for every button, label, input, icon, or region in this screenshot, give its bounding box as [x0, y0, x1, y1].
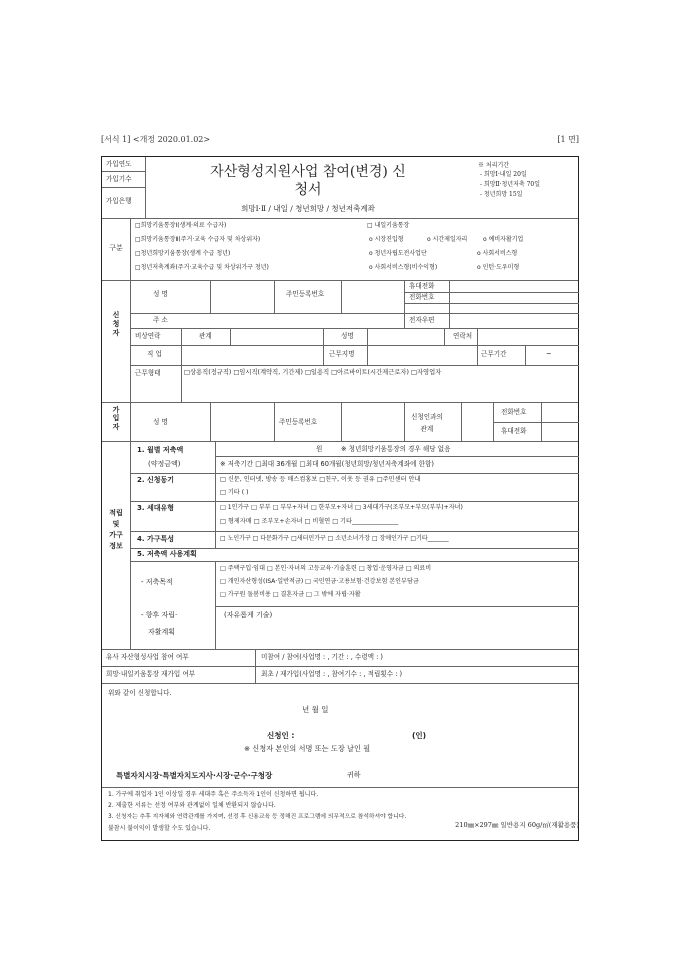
signature-note: ※ 신청자 본인의 서명 또는 도장 날인 필 — [244, 744, 371, 753]
history-row-rejoin — [102, 666, 578, 683]
option-social[interactable]: o 사회서비스형 — [477, 250, 518, 257]
label-member-mobile: 휴대전화 — [501, 427, 527, 435]
label-emergency-name: 성명 — [341, 332, 354, 340]
history-row-similar — [102, 649, 578, 666]
label-saving-purpose: - 저축목적 — [141, 578, 173, 586]
label-name: 성 명 — [153, 290, 168, 298]
label-member-name: 성 명 — [153, 418, 168, 426]
label-join-term: 가입기수 — [106, 175, 132, 183]
label-pledge-amount: (약정금액) — [148, 460, 181, 468]
form-title-cont: 청서 — [294, 182, 322, 198]
processing-period: ※ 처리기간 - 희망Ⅰ·내일 20일 - 희망Ⅱ·청년저축 70일 - 청년희망 15일 — [478, 162, 541, 198]
label-rejoin: 희망·내일키움통장 재가입 여부 — [106, 670, 196, 678]
application-form-table — [101, 156, 579, 841]
label-monthly-saving: 1. 월별 저축액 — [137, 446, 184, 454]
label-similar-program: 유사 자산형성사업 참여 여부 — [106, 653, 189, 661]
label-job: 직 업 — [147, 350, 162, 358]
section-applicant — [102, 280, 578, 402]
note-3: 3. 신청자는 추후 지자체와 연락관계를 가지며, 선정 후 신용교육 등 정해진 프로그램에 의무적으로 참석하셔야 합니다. — [108, 814, 407, 820]
recipient-suffix: 귀하 — [347, 771, 361, 779]
label-eligibility: 적립 및 가구 정보 — [109, 509, 123, 550]
section-eligibility — [102, 441, 578, 649]
label-usage-plan: 5. 저축액 사용계획 — [137, 550, 197, 558]
option-youth-challenge[interactable]: o 청년자립도전사업단 — [369, 250, 427, 257]
option-parttime[interactable]: o 시간제일자리 — [427, 236, 468, 243]
rejoin-field[interactable]: 최초 / 재가입(사업명 : , 참여기수 : , 적립횟수 : ) — [261, 670, 403, 678]
household-type-options[interactable]: □ 1인가구 □ 부부 □ 부부+자녀 □ 한부모+자녀 □ 3세대가구(조부모+부모(부부)+자녀) — [220, 504, 463, 511]
title-cell — [145, 157, 470, 218]
label-worktype: 근무형태 — [135, 369, 161, 377]
saving-period-options[interactable]: ※ 저축기간 □최대 36개월 □최대 60개월(청년희망/청년저축계좌에 한함) — [220, 460, 434, 468]
option-hope2[interactable]: □희망키움통장Ⅱ(주거·교육 수급자 및 차상위자) — [135, 236, 261, 243]
label-email: 전자우편 — [409, 316, 435, 324]
note-2: 2. 제출한 서류는 선정 여부와 관계없이 일체 반환되지 않습니다. — [108, 802, 276, 809]
declaration-text: 위와 같이 신청합니다. — [108, 689, 172, 697]
similar-program-field[interactable]: 미참여 / 참여(사업명 : , 기간 : , 수령액 : ) — [261, 653, 383, 661]
section-gubun — [102, 218, 578, 280]
purpose-options-1[interactable]: □ 주택구입·임대 □ 본인·자녀의 고등교육·기술훈련 □ 창업·운영자금 □ 의료비 — [220, 565, 432, 572]
label-gubun: 구분 — [109, 244, 123, 252]
paper-spec: 210㎜×297㎜ 일반용지 60g/㎡(재활용품) — [455, 821, 579, 829]
form-header — [101, 134, 579, 148]
form-number: [서식 1] <개정 2020.01.02> — [101, 135, 211, 144]
label-member-phone: 전화번호 — [501, 408, 527, 416]
option-hope1[interactable]: □희망키움통장Ⅰ(생계·의료 수급자) — [135, 222, 227, 229]
label-address: 주 소 — [153, 316, 168, 324]
option-market[interactable]: o 시장진입형 — [369, 236, 404, 243]
label-household-feature: 4. 가구특성 — [137, 535, 175, 543]
form-subtitle: 희망Ⅰ·Ⅱ / 내일 / 청년희망 / 청년저축계좌 — [241, 204, 375, 213]
seal-mark: (인) — [412, 731, 427, 740]
notes-section — [102, 787, 578, 840]
option-naeil[interactable]: □ 내일키움통장 — [367, 222, 410, 229]
label-future-plan-2: 자활계획 — [148, 628, 176, 636]
label-future-plan: - 향후 자립· — [141, 611, 178, 619]
label-mobile: 휴대전화 — [409, 282, 435, 290]
form-page — [101, 134, 579, 832]
purpose-options-3[interactable]: □ 가구원 돌봄비용 □ 결혼자금 □ 그 밖에 자립·자활 — [220, 591, 361, 598]
worktype-options[interactable]: □상용직(정규직) □임시직(계약직, 기간제) □일용직 □아르바이트(시간제근로자) □자영업자 — [184, 369, 442, 376]
option-youth-hope[interactable]: □청년희망키움통장(생계 수급 청년) — [135, 250, 231, 257]
purpose-options-2[interactable]: □ 개인자산형성(ISA·일반적금) □ 국민연금·고용보험·건강보험 본인부담금 — [220, 578, 419, 585]
form-title: 자산형성지원사업 참여(변경) 신 — [210, 164, 406, 180]
label-member: 가 입 자 — [112, 406, 120, 431]
date-field[interactable]: 년 월 일 — [302, 705, 329, 714]
label-member-rrn: 주민등록번호 — [279, 418, 318, 426]
label-won: 원 — [316, 445, 323, 453]
page-number: [1 면] — [557, 135, 579, 144]
note-youth-hope: ※ 청년희망키움통장의 경우 해당 없음 — [341, 445, 451, 453]
top-section — [102, 157, 578, 218]
option-prelim[interactable]: o 예비자활기업 — [483, 236, 524, 243]
label-emergency: 비상연락 — [135, 332, 161, 340]
signature-section — [102, 683, 578, 787]
option-youth-saving[interactable]: □청년저축계좌(주거·교육수급 및 차상위가구 청년) — [135, 264, 269, 271]
label-join-year: 가입연도 — [106, 160, 132, 168]
motive-options[interactable]: □ 신문, 인터넷, 방송 등 매스컴홍보 □친구, 이웃 등 권유 □주민센터 안내 — [220, 476, 421, 483]
option-social-nonprofit[interactable]: o 사회서비스형(비수익형) — [369, 264, 438, 271]
recipient-title: 특별자치시장·특별자치도지사·시장·군수·구청장 — [116, 771, 273, 780]
label-motive: 2. 신청동기 — [137, 476, 175, 484]
label-contact: 연락처 — [453, 332, 473, 340]
label-member-relation: 신청인과의 관계 — [411, 413, 443, 433]
label-rrn: 주민등록번호 — [286, 290, 325, 298]
label-join-bank: 가입은행 — [106, 197, 132, 205]
label-workplace: 근무지명 — [329, 350, 355, 358]
note-1: 1. 가구에 취업자 1인 이상일 경우 세대주 혹은 주소득자 1인이 신청하면 됩니다. — [108, 791, 319, 798]
label-applicant: 신 청 자 — [112, 311, 120, 337]
label-household-type: 3. 세대유형 — [137, 504, 175, 512]
label-work-period: 근무기간 — [481, 350, 507, 358]
label-phone: 전화번호 — [409, 293, 435, 301]
section-member — [102, 402, 578, 441]
household-type-options-2[interactable]: □ 형제자매 □ 조부모+손자녀 □ 비혈연 □ 기타_______________ — [220, 518, 399, 525]
work-period-tilde: ~ — [546, 350, 552, 358]
future-plan-field[interactable]: (자유롭게 기술) — [224, 611, 273, 619]
note-3-cont: 불참시 불이익이 발생할 수도 있습니다. — [108, 825, 211, 832]
applicant-sign-label: 신청인 : — [267, 731, 295, 740]
household-feature-options[interactable]: □ 노인가구 □ 다문화가구 □새터민가구 □ 소년소녀가장 □ 장애인가구 □기타_______ — [220, 535, 449, 542]
motive-etc[interactable]: □ 기타 ( ) — [220, 489, 249, 496]
option-intern[interactable]: o 인턴·도우미형 — [477, 264, 520, 271]
label-relation: 관계 — [199, 332, 212, 340]
